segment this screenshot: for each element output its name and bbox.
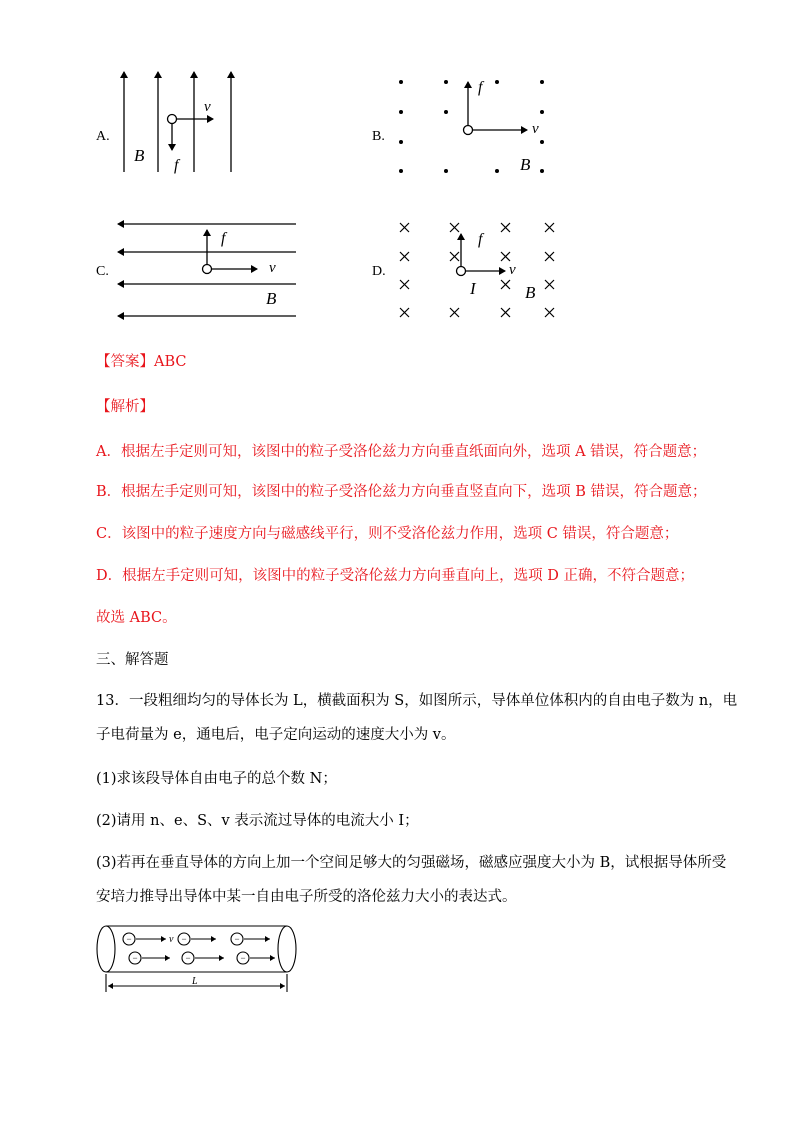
- option-a-label: A.: [96, 129, 110, 144]
- figure-a: [110, 66, 250, 176]
- particle-a: [168, 115, 177, 124]
- answer-tag: 【答案】: [96, 354, 154, 370]
- figure-c: [114, 212, 304, 324]
- b-label-b: B: [520, 155, 531, 174]
- v-label-d: v: [509, 262, 516, 278]
- question-1: (1)求该段导体自由电子的总个数 N；: [96, 771, 337, 787]
- v-label-c: v: [269, 260, 276, 276]
- f-label-d: f: [478, 231, 483, 248]
- svg-text:−: −: [126, 934, 132, 944]
- answer-line: [96, 350, 187, 371]
- conductor-left-end: [97, 926, 115, 972]
- option-b-label: B.: [372, 129, 385, 144]
- f-label-c: f: [221, 230, 226, 247]
- analysis-line-c: C．该图中的粒子速度方向与磁感线平行，则不受洛伦兹力作用，选项 C 错误，符合题意；: [96, 526, 679, 542]
- svg-text:−: −: [234, 934, 240, 944]
- field-crosses-d: [400, 223, 554, 317]
- svg-text:−: −: [132, 953, 138, 963]
- v-label-conductor: v: [169, 934, 174, 945]
- v-label-a: v: [204, 99, 211, 115]
- f-label-a: f: [174, 157, 179, 174]
- option-c-label: C.: [96, 264, 109, 279]
- analysis-tag: 【解析】: [96, 399, 154, 415]
- conductor-figure: [92, 922, 302, 994]
- analysis-line-d: D．根据左手定则可知，该图中的粒子受洛伦兹力方向垂直向上，选项 D 正确，不符合题意；: [96, 568, 694, 584]
- option-d-label: D.: [372, 264, 386, 279]
- answer-value: ABC: [154, 354, 187, 370]
- svg-text:−: −: [185, 953, 191, 963]
- problem-stem-line2: 子电荷量为 e，通电后，电子定向运动的速度大小为 v。: [96, 727, 456, 743]
- b-label-c: B: [266, 289, 277, 308]
- f-label-b: f: [478, 79, 483, 96]
- figure-d: [392, 214, 567, 322]
- svg-text:−: −: [240, 953, 246, 963]
- particle-b: [464, 126, 473, 135]
- particle-c: [203, 265, 212, 274]
- question-3-line2: 安培力推导出导体中某一自由电子所受的洛伦兹力大小的表达式。: [96, 889, 517, 905]
- analysis-conclusion: 故选 ABC。: [96, 610, 177, 626]
- figure-b: [390, 70, 560, 180]
- analysis-line-b: B．根据左手定则可知，该图中的粒子受洛伦兹力方向垂直竖直向下，选项 B 错误，符合题意；: [96, 484, 707, 500]
- i-label-d: I: [470, 279, 476, 298]
- section-heading: 三、解答题: [96, 652, 169, 668]
- problem-stem-line1: 13．一段粗细均匀的导体长为 L，横截面积为 S，如图所示，导体单位体积内的自由电子数为 n，电: [96, 693, 738, 709]
- conductor-right-end: [278, 926, 296, 972]
- v-label-b: v: [532, 121, 539, 137]
- question-2: (2)请用 n、e、S、v 表示流过导体的电流大小 I；: [96, 813, 419, 829]
- analysis-line-a: A．根据左手定则可知，该图中的粒子受洛伦兹力方向垂直纸面向外，选项 A 错误，符合题意；: [96, 444, 707, 460]
- question-3-line1: (3)若再在垂直导体的方向上加一个空间足够大的匀强磁场，磁感应强度大小为 B，试根据导体所受: [96, 855, 727, 871]
- b-label-d: B: [525, 283, 536, 302]
- particle-d: [457, 267, 466, 276]
- b-label-a: B: [134, 146, 145, 165]
- svg-text:−: −: [181, 934, 187, 944]
- l-label-conductor: L: [192, 976, 198, 987]
